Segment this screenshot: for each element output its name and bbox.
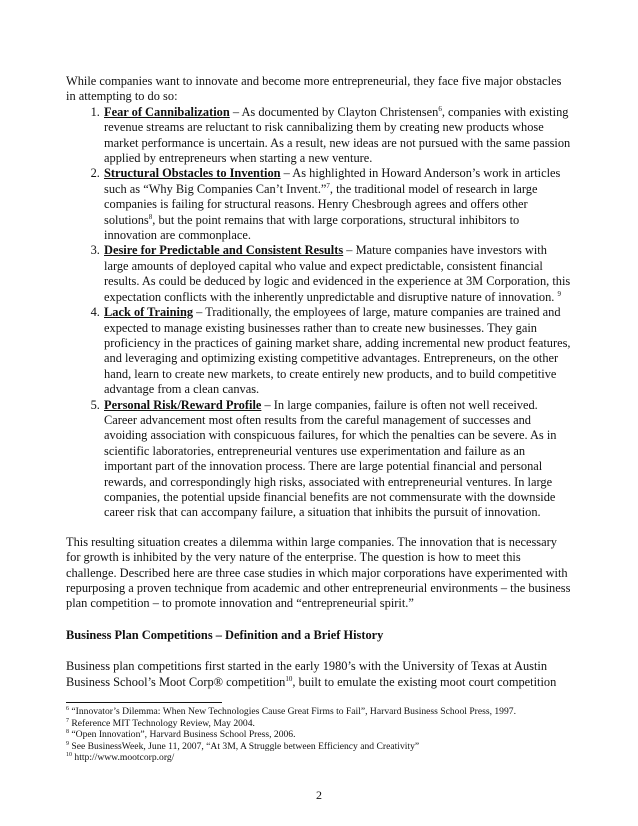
footnote-ref: 10 [285,674,293,683]
footnote-number: 6 [66,705,69,712]
footnote-text: “Innovator’s Dilemma: When New Technologies Cause Great Firms to Fail”, Harvard Business School Press, 1997. [69,706,516,718]
obstacle-text: – As documented by Clayton Christensen [229,104,439,119]
footnote-text: See BusinessWeek, June 11, 2007, “At 3M, A Struggle between Efficiency and Creativity” [69,740,420,752]
obstacle-text: , but the point remains that with large corporations, structural inhibitors to innovation are commonplace. [104,212,520,243]
footnote-number: 10 [66,752,72,759]
obstacle-term: Structural Obstacles to Invention [104,166,281,181]
footnote [66,718,572,730]
footnotes [66,706,572,764]
footnote-text: Reference MIT Technology Review, May 2004. [69,717,255,729]
page-body [66,74,572,690]
footnote-ref: 8 [148,212,153,221]
history-text: Business plan competitions first started in the early 1980’s with the University of Texas at Austin Business School’s Moot Corp® competition [66,659,548,689]
obstacle-text: , the traditional model of research in large companies is failing for structural reasons. Henry Chesbrough agrees and offers other solutions [104,181,538,227]
footnote-text: http://www.mootcorp.org/ [72,752,175,764]
list-item [103,398,572,521]
obstacle-term: Fear of Cannibalization [104,104,230,119]
footnote-number: 9 [66,740,69,747]
list-item [103,166,572,243]
footnote [66,741,572,753]
list-item [103,305,572,397]
history-paragraph [66,659,572,690]
obstacle-text: – In large companies, failure is often not well received. Career advancement most often results from the careful management of successes and avoiding association with conspicuous failures, for which the penalties can be severe. As in scientific laboratories, entrepreneurial ventures use experimentation and failure as an important part of the innovation process. There are large potential financial and personal rewards, and correspondingly high risks, associated with entrepreneurial ventures. In large companies, the potential upside financial benefits are not commensurate with the downside career risk that can accompany failure, a situation that inhibits the pursuit of innovation. [104,397,557,520]
footnote-ref: 9 [557,289,561,298]
list-item [103,105,572,167]
obstacle-text: – Traditionally, the employees of large, mature companies are trained and expected to manage existing businesses rather than to create new businesses. They gain proficiency in the practices of gaining market share, adding incremental new product features, and leveraging and optimizing existing competitive advantages. Entrepreneurs, on the other hand, learn to create new markets, to create entirely new products, and to build competitive advantage from a clean canvas. [104,305,571,397]
obstacle-text: , companies with existing revenue streams are reluctant to risk cannibalizing them by creating new products whose market performance is uncertain. As a result, new ideas are not pursued with the same passion applied by entrepreneurs when starting a new venture. [104,104,571,166]
footnote-divider [66,702,222,703]
footnote-number: 8 [66,729,69,736]
footnote-ref: 7 [326,181,330,190]
dilemma-paragraph: This resulting situation creates a dilemma within large companies. The innovation that is necessary for growth is inhibited by the very nature of the enterprise. The question is how to meet this challenge. Described here are three case studies in which major corporations have experimented with repurposing a proven technique from academic and other entrepreneurial environments – the business plan competition – to promote innovation and “entrepreneurial spirit.” [66,534,571,611]
obstacle-term: Personal Risk/Reward Profile [104,397,262,412]
obstacle-term: Lack of Training [104,305,194,320]
footnote [66,752,572,764]
footnote [66,706,572,718]
list-item [103,243,572,305]
history-text: , built to emulate the existing moot court competition [292,674,557,689]
obstacle-term: Desire for Predictable and Consistent Results [104,243,344,258]
intro-paragraph: While companies want to innovate and become more entrepreneurial, they face five major obstacles in attempting to do so: [66,74,562,104]
footnote-ref: 6 [438,104,442,113]
footnote [66,729,572,741]
obstacle-text: – As highlighted in Howard Anderson’s work in articles such as “Why Big Companies Can’t Invent.” [104,166,561,196]
page-number: 2 [316,788,322,802]
footnote-number: 7 [66,717,69,724]
section-heading: Business Plan Competitions – Definition and a Brief History [66,627,384,642]
footnote-text: “Open Innovation”, Harvard Business School Press, 2006. [69,729,296,741]
obstacles-list [66,105,572,521]
obstacle-text: – Mature companies have investors with large amounts of deployed capital who value and expect predictable, consistent financial results. As could be deduced by logic and evidenced in the experience at 3M Corporation, this expectation conflicts with the inherently unpredictable and disruptive nature of innovation. [104,243,571,304]
